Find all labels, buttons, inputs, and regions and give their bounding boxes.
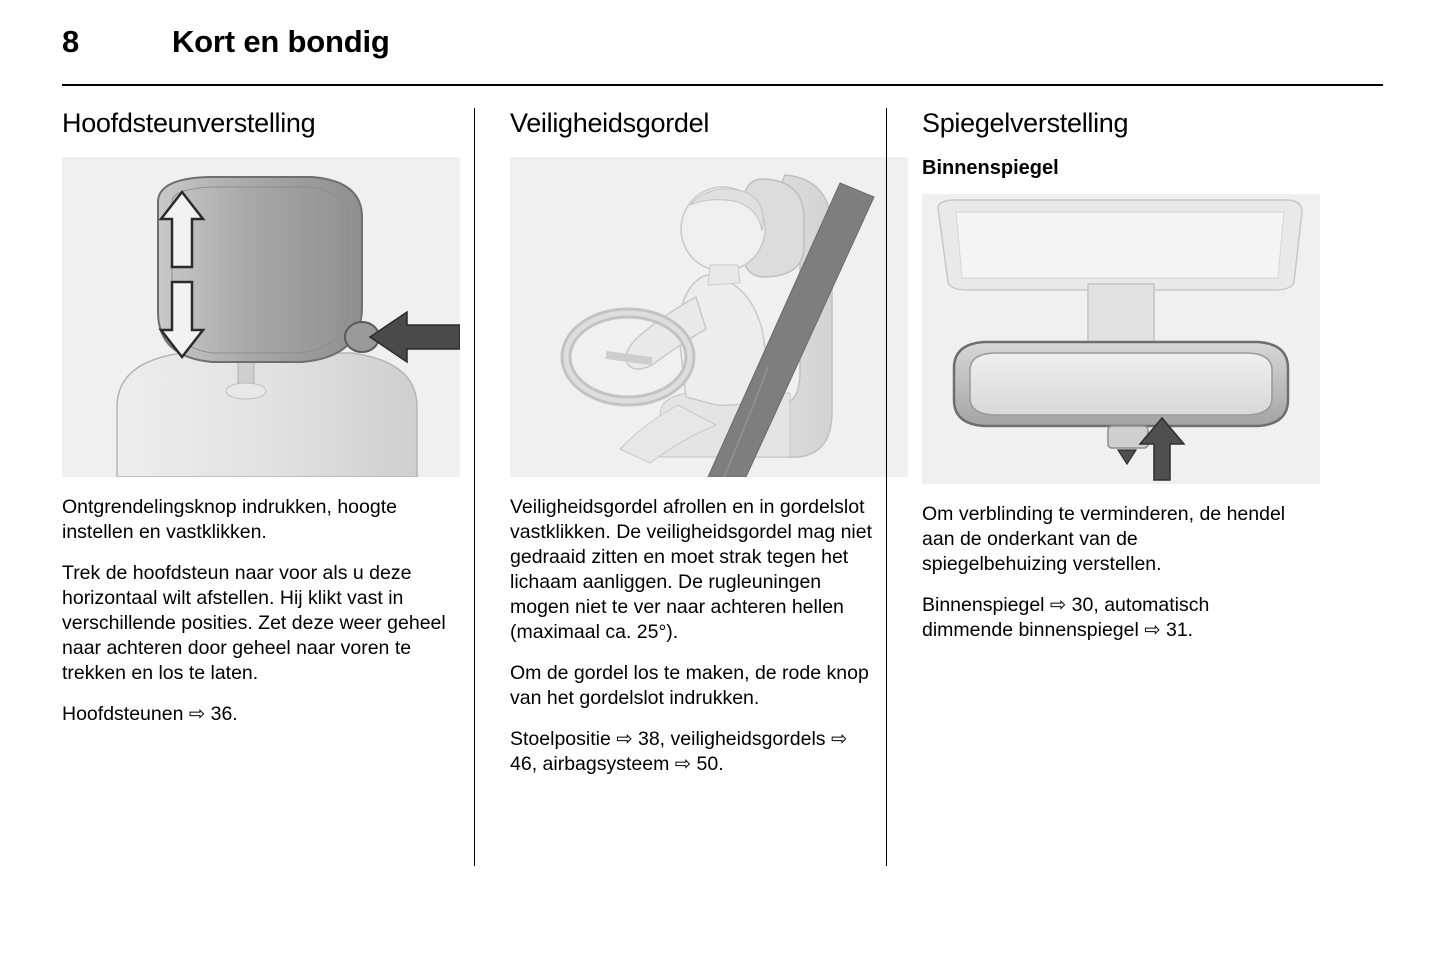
- seatbelt-paragraph-2: Om de gordel los te maken, de rode knop van het gordelslot indrukken.: [510, 662, 869, 709]
- mirror-paragraph-1: Om verblinding te verminderen, de hendel aan de onderkant van de spiegelbehuizing verstellen.: [922, 503, 1286, 575]
- headrest-paragraph-1: Ontgrendelingsknop indrukken, hoogte instellen en vastklikken.: [62, 496, 397, 543]
- column-divider-2: [886, 108, 887, 866]
- column-mirror: [886, 108, 1286, 928]
- seat-belt-illustration: [510, 157, 908, 477]
- section-title-headrest: Hoofdsteunverstelling: [62, 108, 316, 138]
- column-divider-1: [474, 108, 475, 866]
- section-title-mirror: Spiegelverstelling: [922, 108, 1129, 138]
- header-divider: [62, 84, 1383, 86]
- interior-mirror-illustration: [922, 194, 1320, 484]
- headrest-paragraph-2: Trek de hoofdsteun naar voor als u deze horizontaal wilt afstellen. Hij klikt vast in verschillende posities. Zet deze weer geheel naar achteren door geheel naar voren te trekken en los te laten.: [62, 562, 446, 684]
- seatbelt-reference: Stoelpositie ⇨ 38, veiligheidsgordels ⇨ 46, airbagsysteem ⇨ 50.: [510, 728, 848, 775]
- page-number: 8: [62, 24, 80, 59]
- section-subtitle-interior-mirror: Binnenspiegel: [922, 157, 1059, 179]
- content-columns: [62, 108, 1383, 928]
- column-seatbelt: [474, 108, 874, 928]
- headrest-adjustment-illustration: [62, 157, 460, 477]
- section-title-seatbelt: Veiligheidsgordel: [510, 108, 710, 138]
- column-headrest: [62, 108, 462, 928]
- mirror-reference: Binnenspiegel ⇨ 30, automatisch dimmende binnenspiegel ⇨ 31.: [922, 594, 1210, 641]
- headrest-reference: Hoofdsteunen ⇨ 36.: [62, 703, 238, 725]
- page-title: Kort en bondig: [172, 24, 390, 59]
- seatbelt-paragraph-1: Veiligheidsgordel afrollen en in gordelslot vastklikken. De veiligheidsgordel mag niet gedraaid zitten en moet strak tegen het lichaam aanliggen. De rugleuningen mogen niet te ver naar achteren hellen (maximaal ca. 25°).: [510, 496, 873, 643]
- page-header: [62, 0, 1383, 80]
